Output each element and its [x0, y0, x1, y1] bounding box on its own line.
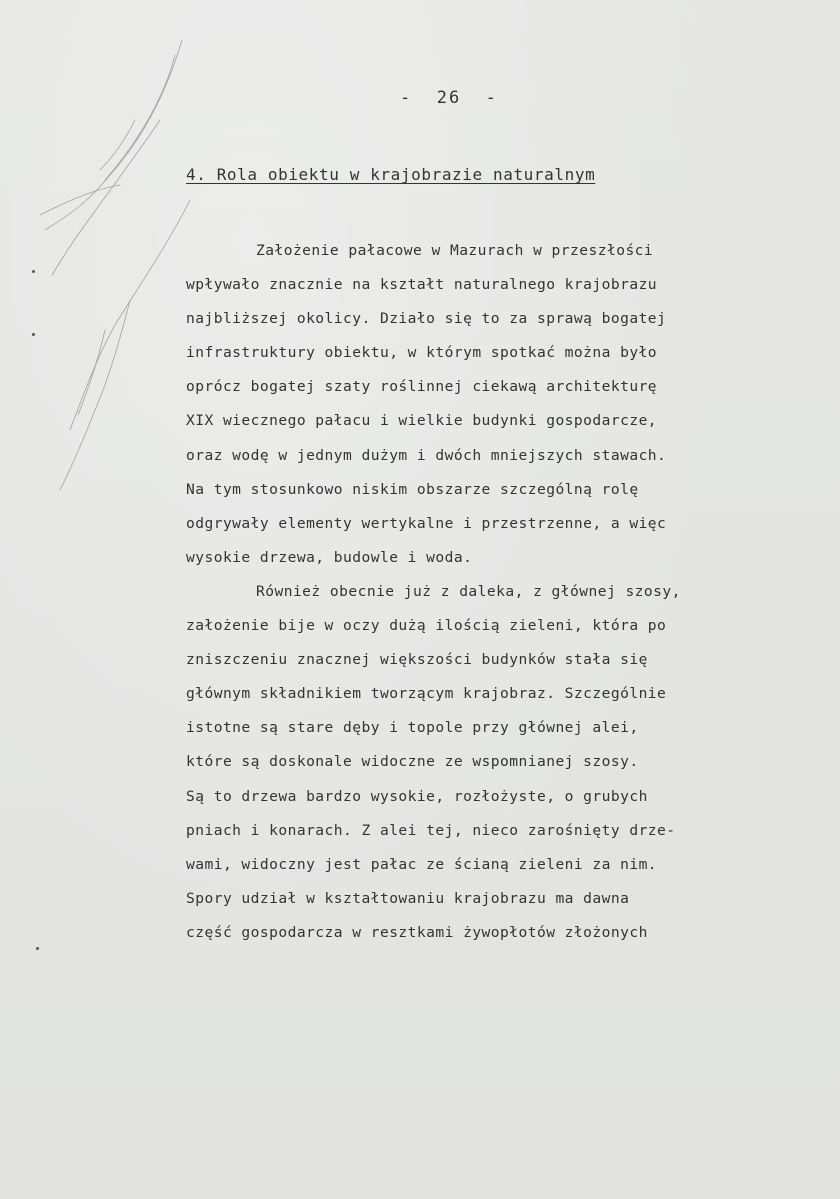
- text-line: Są to drzewa bardzo wysokie, rozłożyste, o grubych: [186, 787, 648, 805]
- text-line: Na tym stosunkowo niskim obszarze szczególną rolę: [186, 480, 639, 498]
- text-line: zniszczeniu znacznej większości budynków stała się: [186, 651, 648, 669]
- text-line: część gospodarcza w resztkami żywopłotów złożonych: [186, 923, 648, 941]
- text-line: wami, widoczny jest pałac ze ścianą zieleni za nim.: [186, 855, 658, 873]
- text-line: głównym składnikiem tworzącym krajobraz. Szczególnie: [186, 685, 667, 703]
- text-line: wpływało znacznie na kształt naturalnego krajobrazu: [186, 276, 658, 294]
- text-line: istotne są stare dęby i topole przy głównej alei,: [186, 719, 639, 737]
- margin-speck: [32, 333, 35, 336]
- text-line: Spory udział w kształtowaniu krajobrazu ma dawna: [186, 889, 630, 907]
- text-line: Również obecnie już z daleka, z głównej szosy,: [256, 582, 681, 600]
- paragraph: [186, 234, 746, 575]
- text-line: Założenie pałacowe w Mazurach w przeszłości: [256, 242, 654, 259]
- section-heading: 4. Rola obiektu w krajobrazie naturalnym: [186, 165, 596, 184]
- text-line: odgrywały elementy wertykalne i przestrzenne, a więc: [186, 514, 667, 532]
- text-line: oprócz bogatej szaty roślinnej ciekawą architekturę: [186, 378, 658, 396]
- text-line: najbliższej okolicy. Działo się to za sprawą bogatej: [186, 310, 667, 328]
- text-line: infrastruktury obiektu, w którym spotkać można było: [186, 344, 658, 362]
- text-line: pniach i konarach. Z alei tej, nieco zarośnięty drze-: [186, 821, 676, 839]
- margin-speck: [32, 270, 35, 273]
- body-text: [186, 234, 746, 950]
- text-line: XIX wiecznego pałacu i wielkie budynki gospodarcze,: [186, 412, 658, 430]
- text-line: oraz wodę w jednym dużym i dwóch mniejszych stawach.: [186, 446, 667, 464]
- text-line: wysokie drzewa, budowle i woda.: [186, 548, 473, 566]
- text-line: które są doskonale widoczne ze wspomnianej szosy.: [186, 753, 639, 771]
- text-line: założenie bije w oczy dużą ilością zieleni, która po: [186, 617, 667, 635]
- margin-speck: [36, 947, 39, 950]
- page-number: - 26 -: [400, 88, 498, 108]
- paragraph: [186, 575, 746, 950]
